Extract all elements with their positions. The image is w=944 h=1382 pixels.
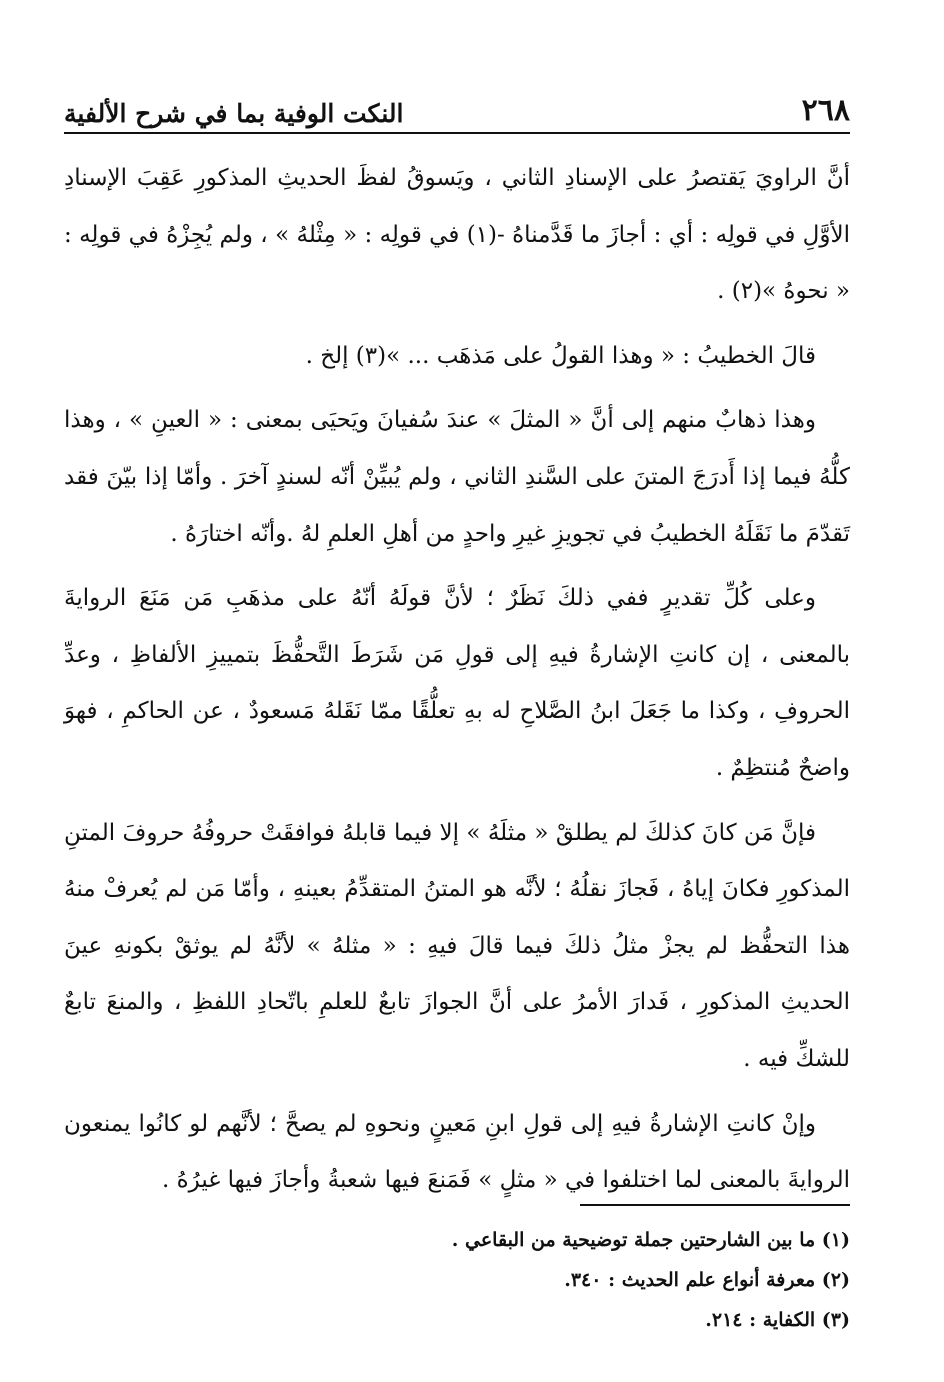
footnote-1: (١) ما بين الشارحتين جملة توضيحية من البقاعي . bbox=[451, 1229, 850, 1251]
header-rule bbox=[64, 132, 850, 134]
paragraph-1: أنَّ الراويَ يَقتصرُ على الإسنادِ الثاني ، ويَسوقُ لفظَ الحديثِ المذكورِ عَقِبَ الإسنادِ الأوَّلِ في قولِه : أي : أجازَ ما قَدَّمناهُ -(١) في قولِه : « مِثْلهُ » ، ولم يُجِزْهُ في قولِه : « نحوهُ »(٢) . bbox=[64, 165, 850, 305]
page-number: ٢٦٨ bbox=[801, 93, 850, 128]
main-text bbox=[64, 150, 850, 1217]
page-header bbox=[64, 82, 850, 126]
running-title: النكت الوفية بما في شرح الألفية bbox=[64, 99, 404, 128]
paragraph-3: وهذا ذهابٌ منهم إلى أنَّ « المثلَ » عندَ سُفيانَ ويَحيَى بمعنى : « العينِ » ، وهذا كلُّهُ فيما إذا أَدرَجَ المتنَ على السَّندِ الثاني ، ولم يُبيِّنْ أنّه لسندٍ آخرَ . وأمّا إذا بيّنَ فقد تَقدّمَ ما نَقَلَهُ الخطيبُ في تجويزِ غيرِ واحدٍ من أهلِ العلمِ لهُ .وأنّه اختارَهُ . bbox=[64, 407, 850, 547]
footnotes bbox=[64, 1220, 850, 1340]
paragraph-6: وإنْ كانتِ الإشارةُ فيهِ إلى قولِ ابنِ مَعينٍ ونحوهِ لم يصحَّ ؛ لأنَّهم لو كانُوا يمنعون الروايةَ بالمعنى لما اختلفوا في « مثلٍ » فَمَنعَ فيها شعبةُ وأجازَ فيها غيرُهُ . bbox=[64, 1110, 850, 1194]
footnote-2: (٢) معرفة أنواع علم الحديث : ٣٤٠. bbox=[564, 1269, 850, 1291]
paragraph-4: وعلى كُلِّ تقديرٍ ففي ذلكَ نَظَرٌ ؛ لأنَّ قولَهُ أنّهُ على مذهَبِ مَن مَنَعَ الروايةَ بالمعنى ، إن كانتِ الإشارةُ فيهِ إلى قولِ مَن شَرَطَ التَّحفُّظَ بتمييزِ الألفاظِ ، وعدِّ الحروفِ ، وكذا ما جَعَلَ ابنُ الصَّلاحِ له بهِ تعلُّقًا ممّا نَقَلهُ مَسعودٌ ، عن الحاكمِ ، فهوَ واضحٌ مُنتظِمٌ . bbox=[64, 585, 850, 781]
footnote-rule bbox=[580, 1204, 850, 1206]
paragraph-5: فإنَّ مَن كانَ كذلكَ لم يطلقْ « مثلَهُ » إلا فيما قابلهُ فوافقَتْ حروفُهُ حروفَ المتنِ المذكورِ فكانَ إياهُ ، فَجازَ نقلُهُ ؛ لأنَّه هو المتنُ المتقدِّمُ بعينهِ ، وأمّا مَن لم يُعرفْ منهُ هذا التحفُّظ لم يجزْ مثلُ ذلكَ فيما قالَ فيهِ : « مثلهُ » لأنَّهُ لم يوثقْ بكونهِ عينَ الحديثِ المذكورِ ، فَدارَ الأمرُ على أنَّ الجوازَ تابعٌ للعلمِ باتّحادِ اللفظِ ، والمنعَ تابعٌ للشكِّ فيه . bbox=[64, 819, 850, 1072]
paragraph-2: قالَ الخطيبُ : « وهذا القولُ على مَذهَب ... »(٣) إلخ . bbox=[305, 342, 816, 369]
footnote-3: (٣) الكفاية : ٢١٤. bbox=[705, 1309, 850, 1331]
